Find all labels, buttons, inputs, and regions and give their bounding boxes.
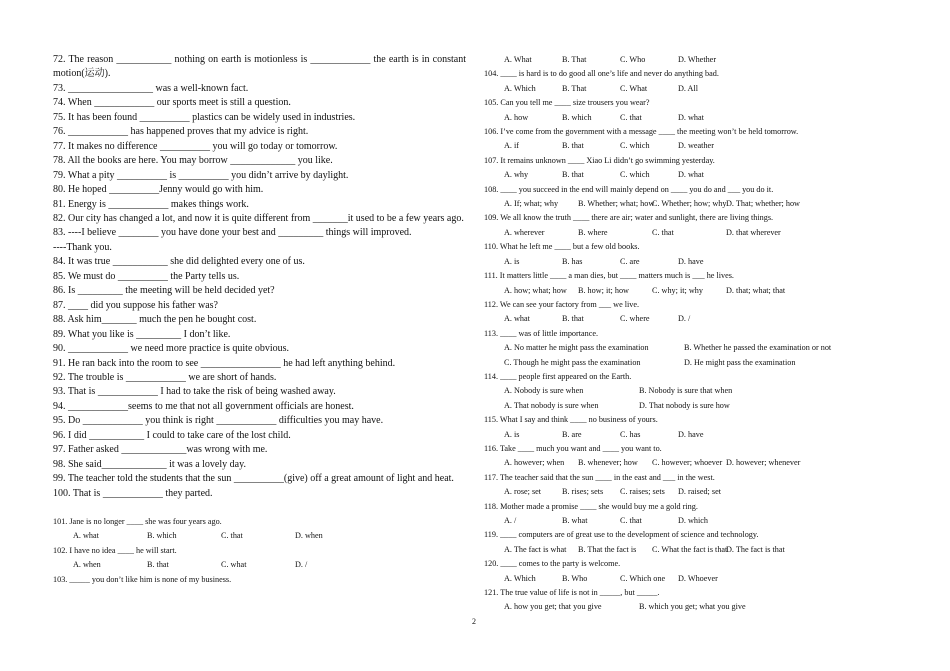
answer-option: D. weather bbox=[678, 141, 714, 151]
options-row bbox=[484, 341, 864, 355]
answer-option: D. He might pass the examination bbox=[684, 357, 796, 367]
options-row bbox=[484, 514, 864, 528]
answer-option: B. which bbox=[147, 531, 177, 541]
question-stem: 119. ____ computers are of great use to the development of science and technology. bbox=[484, 530, 759, 540]
answer-option: C. that bbox=[620, 112, 642, 122]
answer-option: C. Though he might pass the examination bbox=[504, 357, 641, 367]
question-stem: 104. ____ is hard is to do good all one’s life and never do anything bad. bbox=[484, 69, 719, 79]
left-column bbox=[53, 53, 466, 587]
answer-option: D. however; whenever bbox=[726, 458, 801, 468]
question-stem: 117. The teacher said that the sun ____ in the east and ___ in the west. bbox=[484, 472, 715, 482]
question-line: 88. Ask him_______ much the pen he bought cost. bbox=[53, 314, 257, 326]
answer-option: C. Whether; how; why bbox=[652, 199, 727, 209]
answer-option: C. What the fact is that bbox=[652, 544, 728, 554]
answer-option: A. / bbox=[504, 516, 517, 525]
question-line: 96. I did ___________ I could to take care of the lost child. bbox=[53, 429, 291, 441]
question-line: 74. When ____________ our sports meet is still a question. bbox=[53, 97, 291, 109]
answer-option: B. That bbox=[562, 83, 587, 93]
answer-option: B. That the fact is bbox=[578, 544, 637, 554]
answer-option: C. where bbox=[620, 314, 650, 324]
question-line: 87. ____ did you suppose his father was? bbox=[53, 299, 218, 311]
options-row bbox=[484, 384, 864, 398]
answer-option: B. that bbox=[562, 141, 584, 151]
question-line: 97. Father asked _____________was wrong with me. bbox=[53, 444, 268, 456]
answer-option: D. that; what; that bbox=[726, 285, 786, 295]
answer-option: C. Which one bbox=[620, 573, 666, 583]
question-line: 83. ----I believe ________ you have done your best and _________ things will improved. bbox=[53, 227, 412, 239]
question-line: 73. _________________ was a well-known fact. bbox=[53, 82, 249, 94]
answer-option: D. The fact is that bbox=[726, 544, 785, 554]
answer-option: D. That; whether; how bbox=[726, 199, 800, 209]
answer-option: C. Who bbox=[620, 55, 646, 64]
answer-option: C. which bbox=[620, 170, 650, 180]
left-mc-block bbox=[53, 515, 466, 587]
answer-option: B. that bbox=[147, 560, 169, 570]
question-line: 90. ____________ we need more practice is quite obvious. bbox=[53, 343, 290, 355]
question-line: 75. It has been found __________ plastics can be widely used in industries. bbox=[53, 111, 356, 123]
answer-option: D. That nobody is sure how bbox=[639, 400, 730, 410]
options-row bbox=[484, 428, 864, 442]
answer-option: D. which bbox=[678, 516, 709, 525]
options-row bbox=[484, 111, 864, 125]
answer-option: C. which bbox=[620, 141, 650, 151]
question-line: 89. What you like is _________ I don’t like. bbox=[53, 328, 231, 340]
answer-option: A. is bbox=[504, 256, 520, 266]
answer-option: C. What bbox=[620, 83, 648, 93]
question-line: 76. ____________ has happened proves that my advice is right. bbox=[53, 126, 309, 138]
answer-option: A. That nobody is sure when bbox=[504, 400, 599, 410]
answer-option: A. rose; set bbox=[504, 487, 542, 497]
question-stem: 116. Take ____ much you want and ____ you want to. bbox=[484, 443, 662, 453]
answer-option: C. why; it; why bbox=[652, 285, 703, 295]
answer-option: B. which bbox=[562, 112, 592, 122]
answer-option: A. however; when bbox=[504, 458, 565, 468]
answer-option: A. Which bbox=[504, 83, 536, 93]
answer-option: B. that bbox=[562, 170, 584, 180]
answer-option: A. how you get; that you give bbox=[504, 602, 602, 612]
answer-option: B. rises; sets bbox=[562, 487, 604, 497]
question-line: 72. The reason ___________ nothing on earth is motionless is ____________ the earth is in constant motion(运动). bbox=[53, 54, 466, 80]
answer-option: A. is bbox=[504, 429, 520, 439]
answer-option: A. No matter he might pass the examination bbox=[504, 343, 649, 353]
options-row bbox=[484, 255, 864, 269]
answer-option: A. Nobody is sure when bbox=[504, 386, 584, 396]
answer-option: D. / bbox=[678, 314, 691, 324]
options-row bbox=[484, 543, 864, 557]
options-row bbox=[484, 197, 864, 211]
answer-option: B. which you get; what you give bbox=[639, 602, 746, 612]
right-column bbox=[484, 53, 864, 615]
options-row bbox=[484, 572, 864, 586]
question-line: 98. She said_____________ it was a lovely day. bbox=[53, 458, 246, 470]
question-line: 85. We must do __________ the Party tells us. bbox=[53, 270, 240, 282]
answer-option: D. that wherever bbox=[726, 227, 781, 237]
question-line: 82. Our city has changed a lot, and now it is quite different from _______it used to be a few years ago. bbox=[53, 212, 464, 224]
options-row bbox=[484, 312, 864, 326]
question-line: 78. All the books are here. You may borrow _____________ you like. bbox=[53, 155, 333, 167]
answer-option: B. what bbox=[562, 516, 588, 525]
question-line: 92. The trouble is ____________ we are short of hands. bbox=[53, 371, 277, 383]
answer-option: B. Whether he passed the examination or not bbox=[684, 343, 832, 353]
answer-option: D. All bbox=[678, 83, 699, 93]
answer-option: B. That bbox=[562, 55, 587, 64]
answer-option: B. whenever; how bbox=[578, 458, 638, 468]
answer-option: B. Who bbox=[562, 573, 588, 583]
answer-option: A. wherever bbox=[504, 227, 545, 237]
answer-option: A. what bbox=[504, 314, 530, 324]
options-row bbox=[484, 600, 864, 614]
question-stem: 108. ____ you succeed in the end will mainly depend on ____ you do and ___ you do it. bbox=[484, 184, 774, 194]
answer-option: B. that bbox=[562, 314, 584, 324]
question-stem: 110. What he left me ____ but a few old books. bbox=[484, 242, 640, 252]
answer-option: C. raises; sets bbox=[620, 487, 665, 497]
options-row bbox=[484, 356, 864, 370]
answer-option: D. have bbox=[678, 429, 704, 439]
answer-option: B. are bbox=[562, 429, 582, 439]
question-line: 95. Do ____________ you think is right ____________ difficulties you may have. bbox=[53, 415, 384, 427]
answer-option: D. have bbox=[678, 256, 704, 266]
question-line: 86. Is _________ the meeting will be held decided yet? bbox=[53, 285, 275, 297]
spacer bbox=[53, 501, 466, 515]
question-line: 81. Energy is ____________ makes things work. bbox=[53, 198, 249, 210]
question-stem: 112. We can see your factory from ___ we live. bbox=[484, 299, 640, 309]
answer-option: D. Whoever bbox=[678, 573, 718, 583]
answer-option: C. are bbox=[620, 256, 640, 266]
question-stem: 111. It matters little ____ a man dies, but ____ matters much is ___ he lives. bbox=[484, 271, 734, 281]
question-stem: 118. Mother made a promise ____ she would buy me a gold ring. bbox=[484, 501, 698, 511]
answer-option: B. Nobody is sure that when bbox=[639, 386, 733, 396]
answer-option: B. Whether; what; how bbox=[578, 199, 655, 209]
question-stem: 109. We all know the truth ____ there are air; water and sunlight, there are living things. bbox=[484, 213, 774, 223]
options-row bbox=[484, 139, 864, 153]
answer-option: A. how bbox=[504, 112, 529, 122]
options-row bbox=[484, 53, 864, 67]
question-stem: 105. Can you tell me ____ size trousers you wear? bbox=[484, 98, 650, 108]
answer-option: C. has bbox=[620, 429, 641, 439]
question-line: 94. ____________seems to me that not all government officials are honest. bbox=[53, 400, 354, 412]
question-line: 91. He ran back into the room to see ________________ he had left anything behind. bbox=[53, 357, 396, 369]
answer-option: D. Whether bbox=[678, 55, 717, 64]
answer-option: C. what bbox=[221, 560, 247, 570]
question-stem: 114. ____ people first appeared on the Earth. bbox=[484, 371, 632, 381]
answer-option: A. if bbox=[504, 141, 520, 151]
answer-option: A. how; what; how bbox=[504, 285, 567, 295]
question-line: 93. That is ____________ I had to take the risk of being washed away. bbox=[53, 386, 336, 398]
options-row bbox=[484, 284, 864, 298]
question-stem: 102. I have no idea ____ he will start. bbox=[53, 545, 177, 555]
answer-option: D. what bbox=[678, 170, 704, 180]
options-row bbox=[53, 558, 466, 572]
options-row bbox=[484, 226, 864, 240]
answer-option: B. has bbox=[562, 256, 583, 266]
question-line: 80. He hoped __________Jenny would go with him. bbox=[53, 184, 264, 196]
answer-option: C. however; whoever bbox=[652, 458, 723, 468]
answer-option: B. how; it; how bbox=[578, 285, 629, 295]
options-row bbox=[484, 82, 864, 96]
question-stem: 106. I’ve come from the government with a message ____ the meeting won’t be held tomorrow. bbox=[484, 127, 799, 137]
answer-option: A. Which bbox=[504, 573, 536, 583]
answer-option: A. If; what; why bbox=[504, 199, 559, 209]
options-row bbox=[484, 456, 864, 470]
question-stem: 121. The true value of life is not in _____, but _____. bbox=[484, 588, 660, 598]
options-row bbox=[484, 399, 864, 413]
answer-option: C. that bbox=[620, 516, 642, 525]
question-stem: 120. ____ comes to the party is welcome. bbox=[484, 559, 621, 569]
answer-option: A. why bbox=[504, 170, 529, 180]
question-line: ----Thank you. bbox=[53, 241, 112, 253]
answer-option: B. where bbox=[578, 227, 608, 237]
options-row bbox=[484, 485, 864, 499]
question-line: 100. That is ____________ they parted. bbox=[53, 487, 213, 499]
answer-option: D. raised; set bbox=[678, 487, 721, 497]
options-row bbox=[53, 529, 466, 543]
question-stem: 113. ____ was of little importance. bbox=[484, 328, 599, 338]
question-line: 77. It makes no difference __________ you will go today or tomorrow. bbox=[53, 140, 338, 152]
question-line: 99. The teacher told the students that the sun __________(give) off a great amount of light and heat. bbox=[53, 473, 454, 485]
answer-option: C. that bbox=[221, 531, 243, 541]
question-stem: 107. It remains unknown ____ Xiao Li didn’t go swimming yesterday. bbox=[484, 155, 715, 165]
answer-option: D. / bbox=[295, 560, 308, 570]
page-number: 2 bbox=[472, 617, 476, 626]
answer-option: C. that bbox=[652, 227, 674, 237]
answer-option: A. what bbox=[73, 531, 99, 541]
question-stem: 103. _____ you don’t like him is none of my business. bbox=[53, 574, 232, 584]
answer-option: A. What bbox=[504, 55, 532, 64]
answer-option: D. what bbox=[678, 112, 704, 122]
answer-option: D. when bbox=[295, 531, 323, 541]
answer-option: A. The fact is what bbox=[504, 544, 567, 554]
question-stem: 101. Jane is no longer ____ she was four years ago. bbox=[53, 517, 222, 527]
question-stem: 115. What I say and think ____ no business of yours. bbox=[484, 415, 658, 425]
answer-option: A. when bbox=[73, 560, 101, 570]
options-row bbox=[484, 168, 864, 182]
question-line: 79. What a pity __________ is __________ you didn’t arrive by daylight. bbox=[53, 169, 349, 181]
question-line: 84. It was true ___________ she did delighted every one of us. bbox=[53, 256, 305, 268]
